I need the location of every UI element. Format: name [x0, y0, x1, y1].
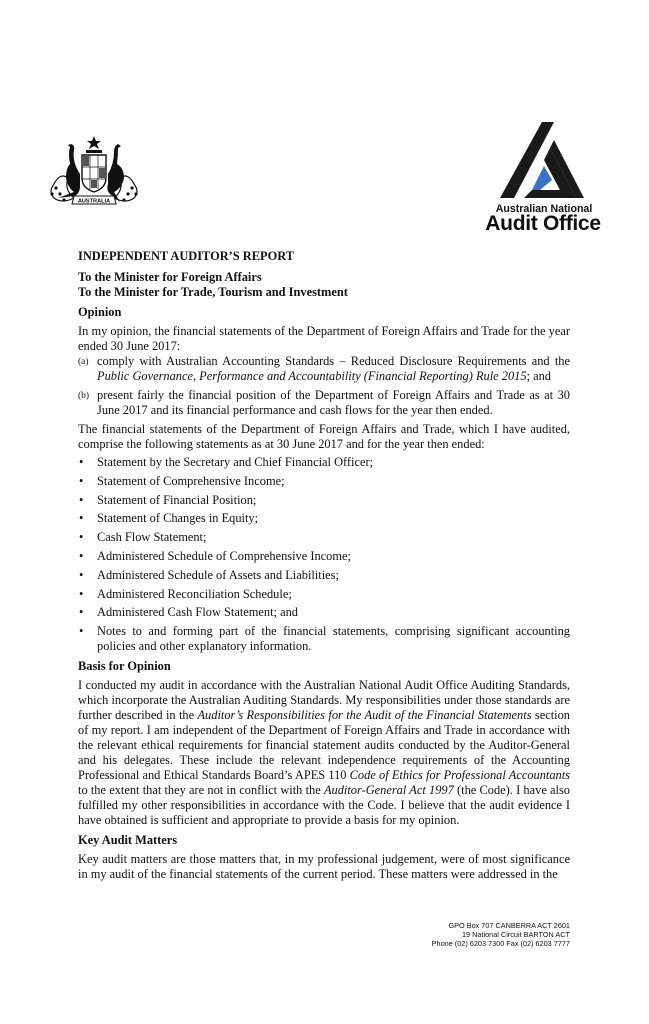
list-item: • Notes to and forming part of the financial statements, comprising significant accounting policies and other explanatory information. [78, 624, 570, 654]
footer-line-street: 19 National Circuit BARTON ACT [461, 930, 570, 939]
footer-address [380, 921, 570, 948]
coat-banner-text: AUSTRALIA [77, 198, 111, 205]
opinion-heading: Opinion [78, 305, 122, 319]
statements-intro: The financial statements of the Department of Foreign Affairs and Trade, which I have audited, comprise the following statements as at 30 June 2017 and for the year then ended: [78, 422, 570, 451]
basis-text-1: I conducted my audit in accordance with the Australian National Audit Office Auditing Standards, which incorporate the Australian Auditing Standards. My responsibilities under those standards are further described in the [78, 678, 570, 723]
kam-heading: Key Audit Matters [78, 833, 178, 848]
list-item: • Cash Flow Statement; [78, 530, 570, 545]
opinion-item-a [78, 354, 570, 384]
opinion-item-b-marker: (b) [78, 391, 90, 401]
addressee-trade: To the Minister for Trade, Tourism and Investment [78, 285, 348, 299]
basis-text-4: (the Code). I have also fulfilled my other responsibilities in accordance with the Code. I believe that the audit evidence I have obtained is sufficient and appropriate to provide a basis for my opinion. [78, 783, 570, 828]
opinion-item-b-text: present fairly the financial position of the Department of Foreign Affairs and Trade as at 30 June 2017 and its financial performance and cash flows for the year then ended. [97, 388, 570, 417]
basis-heading: Basis for Opinion [78, 659, 171, 674]
anao-name-line2: Audit Office [485, 212, 601, 235]
opinion-item-a-marker: (a) [78, 357, 89, 367]
opinion-item-a-rule: Public Governance, Performance and Accountability (Financial Reporting) Rule 2015 [97, 369, 527, 383]
list-item: • Administered Cash Flow Statement; and [78, 605, 570, 620]
kam-paragraph: Key audit matters are those matters that, in my professional judgement, were of most significance in my audit of the financial statements of the current period. These matters were addressed in the [78, 852, 570, 882]
report-title: INDEPENDENT AUDITOR’S REPORT [78, 249, 294, 263]
basis-italic-2: Code of Ethics for Professional Accountants [349, 768, 571, 783]
footer-line-phone: Phone (02) 6203 7300 Fax (02) 6203 7777 [431, 939, 570, 948]
addressee-foreign-affairs: To the Minister for Foreign Affairs [78, 270, 262, 284]
basis-paragraph [78, 678, 570, 828]
basis-italic-1: Auditor’s Responsibilities for the Audit of the Financial Statements [197, 708, 532, 723]
list-item: • Statement of Financial Position; [78, 493, 570, 508]
list-item: • Administered Schedule of Assets and Liabilities; [78, 568, 570, 583]
list-item: • Administered Reconciliation Schedule; [78, 587, 570, 602]
opinion-list [78, 354, 570, 418]
list-item: • Statement of Comprehensive Income; [78, 474, 570, 489]
opinion-item-a-end: ; and [526, 369, 551, 383]
basis-text-3: to the extent that they are not in conflict with the [78, 783, 324, 798]
report-body [78, 249, 570, 882]
footer-line-po-box: GPO Box 707 CANBERRA ACT 2601 [448, 921, 570, 930]
opinion-item-a-text: comply with Australian Accounting Standards – Reduced Disclosure Requirements and the [97, 354, 570, 368]
statements-list [78, 455, 570, 654]
basis-text-2: section of my report. I am independent of the Department of Foreign Affairs and Trade in accordance with the relevant ethical requirements for financial statement audits conducted by the Auditor-General and his delegates. These include the relevant independence requirements of the Accounting Professional and Ethical Standards Board’s APES 110 [78, 708, 570, 783]
anao-name-line1: Australian National [495, 203, 593, 215]
opinion-item-b [78, 388, 570, 418]
opinion-intro: In my opinion, the financial statements of the Department of Foreign Affairs and Trade for the year ended 30 June 2017: [78, 324, 570, 353]
list-item: • Statement by the Secretary and Chief Financial Officer; [78, 455, 570, 470]
list-item: • Statement of Changes in Equity; [78, 511, 570, 526]
list-item: • Administered Schedule of Comprehensive Income; [78, 549, 570, 564]
coat-of-arms-icon [44, 134, 144, 212]
basis-italic-3: Auditor-General Act 1997 [323, 783, 454, 798]
